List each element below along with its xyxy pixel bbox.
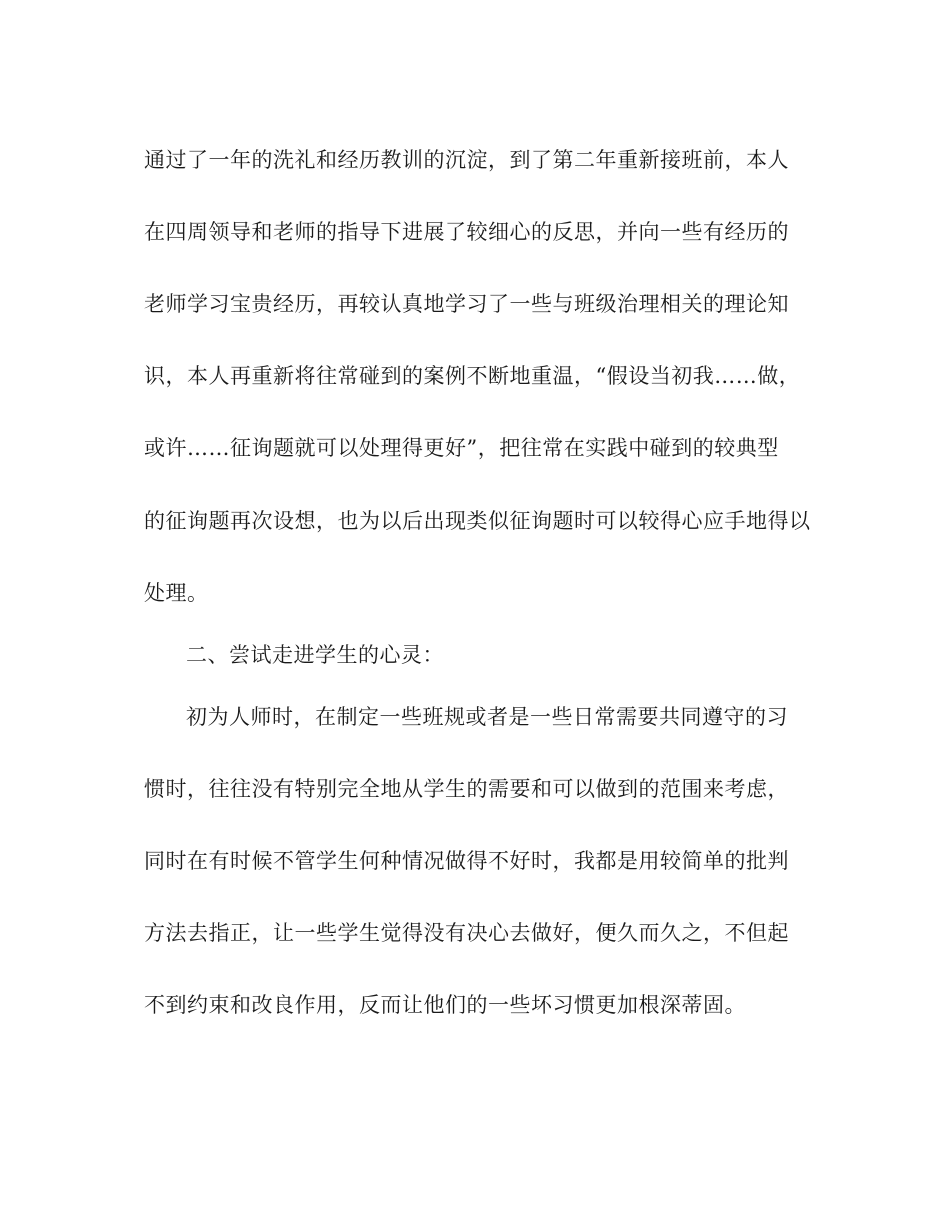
- paragraph-line: 的征询题再次设想，也为以后出现类似征询题时可以较得心应手地得以: [144, 509, 811, 533]
- paragraph-line: 通过了一年的洗礼和经历教训的沉淀，到了第二年重新接班前，本人: [144, 148, 789, 172]
- paragraph-line: 同时在有时候不管学生何种情况做得不好时，我都是用较简单的批判: [144, 849, 789, 873]
- paragraph-line: 识，本人再重新将往常碰到的案例不断地重温，“假设当初我……做，: [144, 364, 801, 388]
- section-heading: 二、尝试走进学生的心灵：: [186, 643, 444, 667]
- paragraph-line: 在四周领导和老师的指导下进展了较细心的反思，并向一些有经历的: [144, 220, 789, 244]
- paragraph-line: 或许……征询题就可以处理得更好”，把往常在实践中碰到的较典型: [144, 436, 779, 460]
- paragraph-line: 初为人师时，在制定一些班规或者是一些日常需要共同遵守的习: [186, 705, 788, 729]
- paragraph-line: 方法去指正，让一些学生觉得没有决心去做好，便久而久之，不但起: [144, 921, 789, 945]
- paragraph-line: 惯时，往往没有特别完全地从学生的需要和可以做到的范围来考虑，: [144, 777, 789, 801]
- paragraph-line: 处理。: [144, 581, 209, 605]
- paragraph-line: 不到约束和改良作用，反而让他们的一些坏习惯更加根深蒂固。: [144, 993, 746, 1017]
- paragraph-line: 老师学习宝贵经历，再较认真地学习了一些与班级治理相关的理论知: [144, 292, 789, 316]
